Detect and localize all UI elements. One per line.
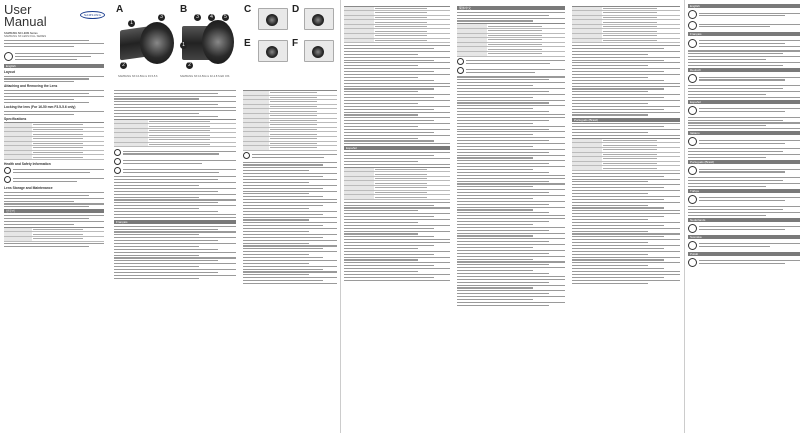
- lens-a-front: [140, 22, 174, 64]
- warning-icon: [688, 21, 697, 30]
- mini-note-2: Svenska: [688, 235, 800, 239]
- callout-a-2: 2: [120, 62, 127, 69]
- warning-icon: [688, 74, 697, 83]
- heading-specs: Specifications: [4, 116, 27, 121]
- warning-icon: [688, 166, 697, 175]
- section-espanol: Español: [344, 146, 450, 150]
- camera-c-lens: [266, 14, 278, 26]
- fold-line: [340, 0, 341, 433]
- figures-text-block: [243, 88, 337, 286]
- section-chinese: 简体中文: [457, 6, 565, 10]
- callout-b-2: 2: [186, 62, 193, 69]
- heading-health: Health and Safety Information: [4, 161, 51, 166]
- heading-care: Lens Storage and Maintenance: [4, 186, 53, 191]
- section-note-1: English: [688, 4, 800, 8]
- lens-b-front: [202, 20, 234, 64]
- callout-a-3: 3: [158, 14, 165, 21]
- korean-text-block: [114, 88, 236, 281]
- section-french: Français: [114, 220, 236, 224]
- heading-attaching: Attaching and Removing the Lens: [4, 84, 58, 89]
- warning-icon: [688, 224, 697, 233]
- section-deutsch: Deutsch: [688, 68, 800, 72]
- camera-e-lens: [266, 46, 278, 58]
- section-turkce: Türkçe: [688, 189, 800, 193]
- heading-locking: Locking the lens (For 16-50 mm F3.5-5.6 only): [4, 104, 76, 109]
- figures-ab-column: [110, 0, 240, 433]
- warning-icon: [688, 10, 697, 19]
- text-column-6: [455, 0, 567, 433]
- figure-a-label: A: [116, 4, 124, 15]
- section-korean: 한국어: [4, 209, 104, 213]
- figure-a-caption: SAMSUNG NX 16-50mm F3.5-5.6: [118, 75, 158, 78]
- section-italiano: Italiano: [688, 131, 800, 135]
- section-french-note: Français: [688, 32, 800, 36]
- warning-icon: [688, 258, 697, 267]
- document-title: User Manual: [4, 2, 47, 29]
- model-line-2: SAMSUNG NX LENS FULL SERIES: [4, 35, 47, 39]
- figures-cf-column: [240, 0, 340, 433]
- warning-icon: [688, 195, 697, 204]
- weee-icon: [4, 52, 13, 61]
- fold-line-2: [684, 0, 685, 433]
- figure-d-label: D: [292, 4, 300, 15]
- warning-icon: [688, 39, 697, 48]
- camera-d-lens: [312, 14, 324, 26]
- model-line-1: SAMSUNG NX LENS Series: [4, 32, 38, 35]
- section-english: English: [4, 64, 104, 68]
- section-espanol-note: Español: [688, 100, 800, 104]
- cover-text: [4, 32, 104, 249]
- warning-icon: [688, 241, 697, 250]
- warning-icon: [688, 106, 697, 115]
- spec-table: [4, 122, 104, 160]
- camera-f-lens: [312, 46, 324, 58]
- callout-b-5: 5: [222, 14, 229, 21]
- figure-e-label: E: [244, 38, 251, 49]
- callout-b-4: 4: [208, 14, 215, 21]
- callout-a-1: 1: [128, 20, 135, 27]
- figure-c-label: C: [244, 4, 252, 15]
- safety-notes-column: [686, 0, 802, 433]
- callout-b-1: 1: [180, 42, 187, 49]
- section-portugues: Português (Brasil): [572, 118, 680, 122]
- mini-note-3: Polski: [688, 252, 800, 256]
- warning-icon: [688, 137, 697, 146]
- samsung-logo: SAMSUNG: [80, 11, 105, 19]
- callout-b-3: 3: [194, 14, 201, 21]
- text-column-5: [342, 0, 452, 433]
- heading-layout: Layout: [4, 69, 15, 74]
- text-column-7: [570, 0, 682, 433]
- figure-f-label: F: [292, 38, 299, 49]
- cover-column: [0, 0, 110, 433]
- section-portugues-note: Português (Brasil): [688, 160, 800, 164]
- figure-b-caption: SAMSUNG NX 16-50mm F2-2.8 S ED OIS: [180, 75, 230, 78]
- figure-b-label: B: [180, 4, 188, 15]
- mini-note-1: Nederlands: [688, 218, 800, 222]
